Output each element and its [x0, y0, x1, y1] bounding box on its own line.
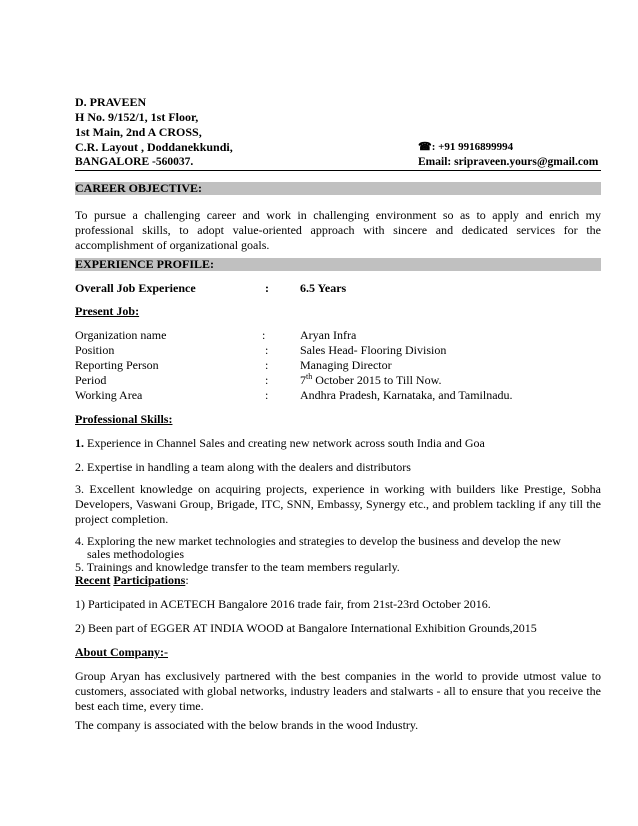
skill-item-5: 5. Trainings and knowledge transfer to the team members regularly. — [75, 560, 400, 574]
about-company-heading: About Company:- — [75, 645, 169, 659]
email-address[interactable]: Email: sripraveen.yours@gmail.com — [418, 156, 599, 168]
period-value: 7th October 2015 to Till Now. — [300, 372, 442, 387]
period-sep: : — [265, 373, 269, 387]
address-line-2: 1st Main, 2nd A CROSS, — [75, 125, 202, 139]
overall-experience-label: Overall Job Experience — [75, 281, 196, 295]
header-divider — [75, 170, 601, 171]
skill-item-4-line-1: 4. Exploring the new market technologies and strategies to develop the business and develop the new — [75, 534, 561, 548]
skill-item-4-line-2: sales methodologies — [87, 547, 184, 561]
working-area-value: Andhra Pradesh, Karnataka, and Tamilnadu. — [300, 388, 513, 402]
career-objective-bar — [75, 182, 601, 195]
about-company-brands-text: The company is associated with the below brands in the wood Industry. — [75, 718, 419, 732]
candidate-name: D. PRAVEEN — [75, 95, 147, 109]
reporting-person-sep: : — [265, 358, 269, 372]
address-line-4: BANGALORE -560037. — [75, 156, 194, 168]
organization-name-label: Organization name — [75, 328, 167, 342]
about-company-text: Group Aryan has exclusively partnered with the best companies in the world to provide utmost value to customers, associated with global networks, industry leaders and stalwarts - all to ensure that you receive the best each time, every time. — [75, 669, 601, 713]
career-objective-heading: CAREER OBJECTIVE: — [75, 181, 203, 195]
position-label: Position — [75, 343, 115, 357]
organization-name-sep: : — [262, 328, 266, 342]
working-area-label: Working Area — [75, 388, 143, 402]
experience-profile-bar — [75, 258, 601, 271]
position-sep: : — [265, 343, 269, 357]
overall-experience-value: 6.5 Years — [300, 281, 347, 295]
skill-item-1: 1. Experience in Channel Sales and creating new network across south India and Goa — [75, 436, 485, 450]
participation-item-2: 2) Been part of EGGER AT INDIA WOOD at Bangalore International Exhibition Grounds,2015 — [75, 621, 537, 635]
period-label: Period — [75, 373, 107, 387]
recent-participations-heading: Recent Participations: — [75, 573, 189, 587]
participation-item-1: 1) Participated in ACETECH Bangalore 2016 trade fair, from 21st-23rd October 2016. — [75, 597, 491, 611]
skill-item-3: 3. Excellent knowledge on acquiring projects, experience in working with builders like Prestige, Sobha Developers, Vaswani Group, Brigade, ITC, SNN, Embassy, Synergy etc., and problem tackling if any till the project completion. — [75, 482, 601, 526]
address-line-1: H No. 9/152/1, 1st Floor, — [75, 110, 199, 124]
phone-line — [418, 140, 513, 155]
phone-icon: ☎ — [418, 141, 432, 153]
working-area-sep: : — [265, 388, 269, 402]
present-job-heading: Present Job: — [75, 304, 140, 318]
organization-name-value: Aryan Infra — [300, 328, 357, 342]
reporting-person-label: Reporting Person — [75, 358, 159, 372]
address-line-3: C.R. Layout , Doddanekkundi, — [75, 140, 233, 154]
career-objective-text: To pursue a challenging career and work in challenging environment so as to apply and enrich my professional skills, to adopt value-oriented approach with sincere and dedicated services for the accomplishment of organizational goals. — [75, 208, 601, 252]
skill-item-2: 2. Expertise in handling a team along with the dealers and distributors — [75, 460, 411, 474]
experience-profile-heading: EXPERIENCE PROFILE: — [75, 257, 215, 271]
overall-experience-sep: : — [265, 281, 269, 295]
position-value: Sales Head- Flooring Division — [300, 343, 447, 357]
professional-skills-heading: Professional Skills: — [75, 412, 173, 426]
reporting-person-value: Managing Director — [300, 358, 392, 372]
phone-number: : +91 9916899994 — [431, 141, 514, 153]
